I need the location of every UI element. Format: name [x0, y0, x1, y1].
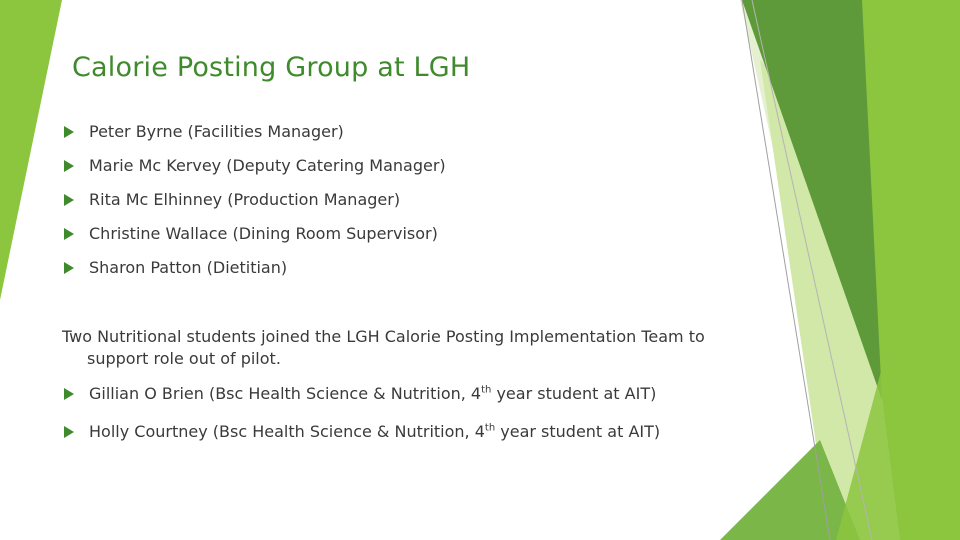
ordinal-suffix: th [484, 422, 496, 434]
bullet-arrow-icon [64, 426, 74, 438]
member-item [64, 122, 729, 142]
member-text: Christine Wallace (Dining Room Supervisor) [89, 224, 438, 243]
left-green-shape [0, 0, 62, 300]
member-text: Sharon Patton (Dietitian) [89, 258, 288, 277]
student-text-start: Holly Courtney (Bsc Health Science & Nutrition, 4 [89, 422, 485, 441]
students-paragraph: Two Nutritional students joined the LGH Calorie Posting Implementation Team to support role out of pilot. [62, 327, 705, 368]
bullet-arrow-icon [64, 160, 74, 172]
bullet-arrow-icon [64, 194, 74, 206]
student-item [64, 384, 729, 404]
slide-title: Calorie Posting Group at LGH [72, 52, 471, 83]
bullet-arrow-icon [64, 262, 74, 274]
member-item [64, 156, 729, 176]
member-item [64, 224, 729, 244]
ordinal-suffix: th [481, 384, 492, 396]
student-text-start: Gillian O Brien (Bsc Health Science & Nutrition, 4 [89, 384, 482, 403]
bullet-arrow-icon [64, 228, 74, 240]
member-text: Peter Byrne (Facilities Manager) [89, 122, 344, 141]
bullet-arrow-icon [64, 388, 74, 400]
member-item [64, 258, 729, 278]
student-text-end: year student at AIT) [495, 422, 661, 441]
member-text: Marie Mc Kervey (Deputy Catering Manager) [89, 156, 446, 175]
bullet-arrow-icon [64, 126, 74, 138]
students-list [64, 384, 729, 460]
member-text: Rita Mc Elhinney (Production Manager) [89, 190, 401, 209]
student-text-end: year student at AIT) [491, 384, 657, 403]
member-item [64, 190, 729, 210]
student-item [64, 422, 729, 442]
group-members-list [64, 122, 729, 292]
